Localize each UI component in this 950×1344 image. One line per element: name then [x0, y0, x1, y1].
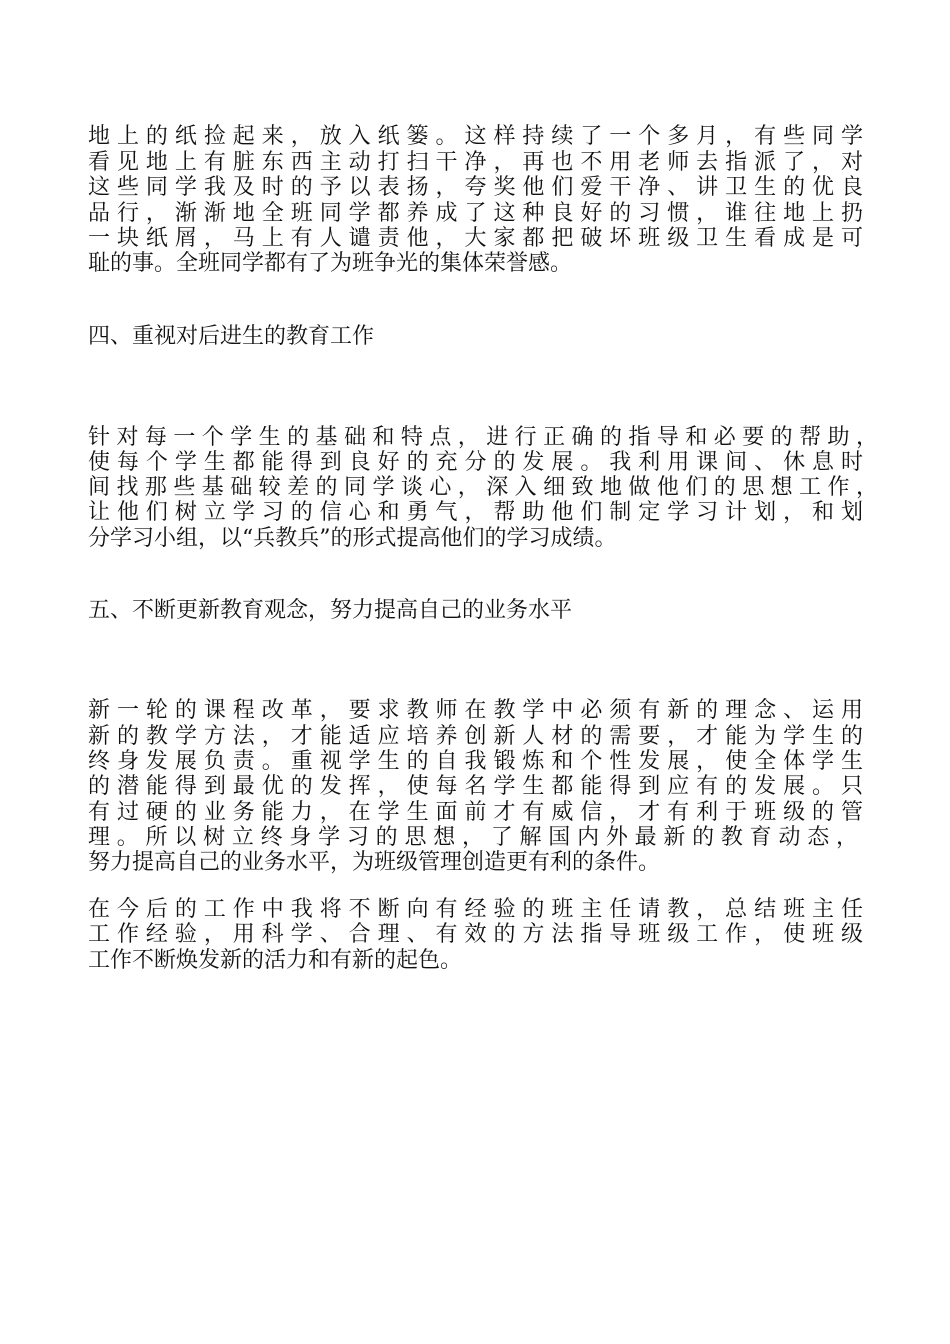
section-heading-4: 四、重视对后进生的教育工作: [88, 324, 375, 349]
text-line: 品行，渐渐地全班同学都养成了这种良好的习惯，谁往地上扔: [88, 201, 863, 226]
text-line: 让他们树立学习的信心和勇气，帮助他们制定学习计划，和划: [88, 500, 863, 525]
text-line: 一块纸屑，马上有人谴责他，大家都把破坏班级卫生看成是可: [88, 226, 863, 251]
text-line: 新一轮的课程改革，要求教师在教学中必须有新的理念、运用: [88, 698, 863, 723]
text-line: 这些同学我及时的予以表扬，夸奖他们爱干净、讲卫生的优良: [88, 175, 863, 200]
text-line: 努力提高自己的业务水平，为班级管理创造更有利的条件。: [88, 850, 661, 875]
text-line: 使每个学生都能得到良好的充分的发展。我利用课间、休息时: [88, 450, 863, 475]
text-line: 耻的事。全班同学都有了为班争光的集体荣誉感。: [88, 251, 573, 276]
text-line: 终身发展负责。重视学生的自我锻炼和个性发展，使全体学生: [88, 749, 863, 774]
text-line: 有过硬的业务能力，在学生面前才有威信，才有利于班级的管: [88, 800, 863, 825]
text-line: 地上的纸捡起来，放入纸篓。这样持续了一个多月，有些同学: [88, 124, 863, 149]
text-line: 理。所以树立终身学习的思想，了解国内外最新的教育动态，: [88, 825, 858, 850]
text-line: 新的教学方法，才能适应培养创新人材的需要，才能为学生的: [88, 724, 863, 749]
text-line: 工作经验，用科学、合理、有效的方法指导班级工作，使班级: [88, 922, 863, 947]
text-line: 看见地上有脏东西主动打扫干净，再也不用老师去指派了，对: [88, 150, 863, 175]
text-line: 间找那些基础较差的同学谈心，深入细致地做他们的思想工作，: [88, 475, 878, 500]
text-line: 分学习小组，以“兵教兵”的形式提高他们的学习成绩。: [88, 526, 617, 551]
section-heading-5: 五、不断更新教育观念，努力提高自己的业务水平: [88, 598, 573, 623]
text-line: 工作不断焕发新的活力和有新的起色。: [88, 948, 463, 973]
text-line: 的潜能得到最优的发挥，使每名学生都能得到应有的发展。只: [88, 774, 863, 799]
text-line: 针对每一个学生的基础和特点，进行正确的指导和必要的帮助，: [88, 425, 878, 450]
text-line: 在今后的工作中我将不断向有经验的班主任请教，总结班主任: [88, 897, 863, 922]
